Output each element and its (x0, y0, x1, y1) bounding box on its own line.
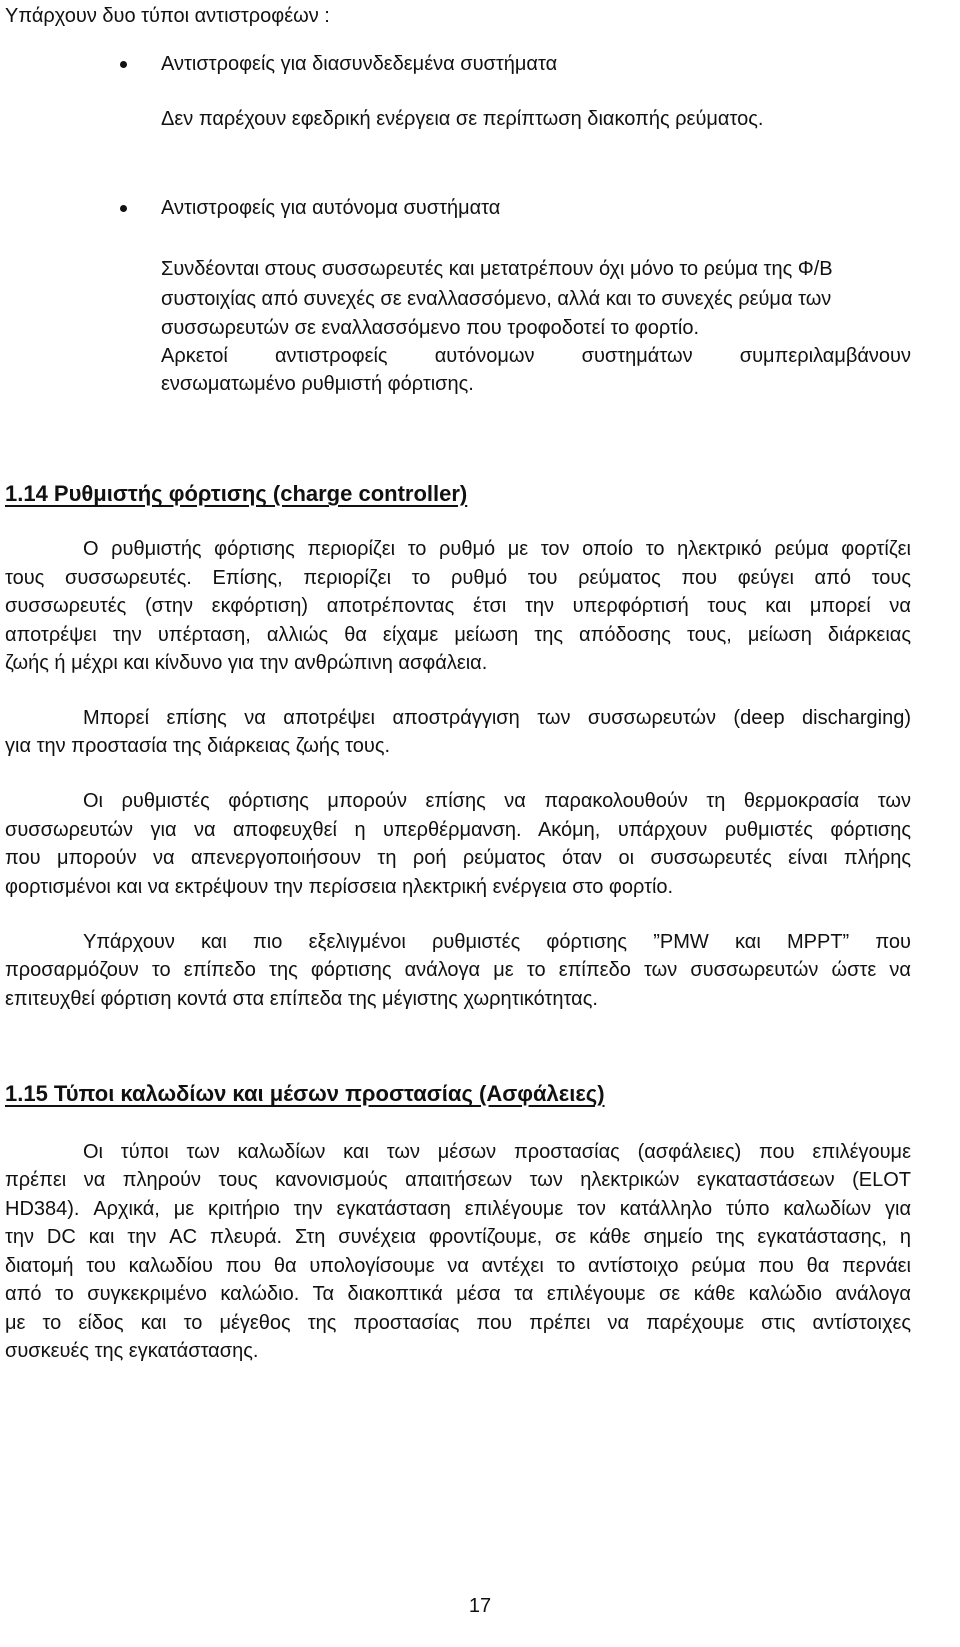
paragraph-line: για την προστασία της διάρκειας ζωής τους. (5, 735, 391, 757)
bullet-icon (120, 61, 127, 68)
paragraph-line: HD384). Αρχικά, με κριτήριο την εγκατάσταση επιλέγουμε τον κατάλληλο τύπο καλωδίων για (5, 1198, 911, 1220)
inverter-type-title: Αντιστροφείς για διασυνδεδεμένα συστήματα (161, 53, 558, 75)
paragraph-line: ζωής ή μέχρι και κίνδυνο για την ανθρώπινη ασφάλεια. (5, 652, 488, 674)
paragraph-line: Οι ρυθμιστές φόρτισης μπορούν επίσης να παρακολουθούν τη θερμοκρασία των (83, 790, 911, 812)
paragraph-line: επιτευχθεί φόρτιση κοντά στα επίπεδα της μέγιστης χωρητικότητας. (5, 988, 598, 1010)
inverter-type-description-line: Δεν παρέχουν εφεδρική ενέργεια σε περίπτωση διακοπής ρεύματος. (161, 108, 764, 130)
inverter-type-description-line: συσσωρευτών σε εναλλασσόμενο που τροφοδοτεί το φορτίο. (161, 317, 700, 339)
paragraph-line: Μπορεί επίσης να αποτρέψει αποστράγγιση των συσσωρευτών (deep discharging) (83, 707, 911, 729)
paragraph-line: Υπάρχουν και πιο εξελιγμένοι ρυθμιστές φόρτισης ”PMW και MPPT” που (83, 931, 911, 953)
paragraph-line: συσσωρευτών για να αποφευχθεί η υπερθέρμανση. Ακόμη, υπάρχουν ρυθμιστές φόρτισης (5, 819, 911, 841)
inverter-type-description-line: Αρκετοί αντιστροφείς αυτόνομων συστημάτων συμπεριλαμβάνουν (161, 345, 911, 367)
paragraph-line: Οι τύποι των καλωδίων και των μέσων προστασίας (ασφάλειες) που επιλέγουμε (83, 1141, 911, 1163)
paragraph-line: προσαρμόζουν το επίπεδο της φόρτισης ανάλογα με το επίπεδο των συσσωρευτών ώστε να (5, 959, 911, 981)
section-heading: 1.15 Τύποι καλωδίων και μέσων προστασίας (Ασφάλειες) (5, 1081, 605, 1106)
paragraph-line: τους συσσωρευτές. Επίσης, περιορίζει το ρυθμό του ρεύματος που φεύγει από τους (5, 567, 911, 589)
page-number: 17 (468, 1595, 492, 1617)
paragraph-line: με το είδος και το μέγεθος της προστασίας που πρέπει να παρέχουμε στις αντίστοιχες (5, 1312, 911, 1334)
paragraph-line: πρέπει να πληρούν τους κανονισμούς απαιτήσεων των ηλεκτρικών εγκαταστάσεων (ELOT (5, 1169, 911, 1191)
paragraph-line: συσκευές της εγκατάστασης. (5, 1340, 259, 1362)
intro-heading: Υπάρχουν δυο τύποι αντιστροφέων : (5, 5, 330, 27)
paragraph-line: από το συγκεκριμένο καλώδιο. Τα διακοπτικά μέσα τα επιλέγουμε σε κάθε καλώδιο ανάλογα (5, 1283, 911, 1305)
paragraph-line: την DC και την AC πλευρά. Στη συνέχεια φροντίζουμε, σε κάθε σημείο της εγκατάστασης, η (5, 1226, 911, 1248)
inverter-type-description-line: Συνδέονται στους συσσωρευτές και μετατρέπουν όχι μόνο το ρεύμα της Φ/Β (161, 258, 833, 280)
section-heading: 1.14 Ρυθμιστής φόρτισης (charge controller) (5, 481, 468, 506)
paragraph-line: Ο ρυθμιστής φόρτισης περιορίζει το ρυθμό με τον οποίο το ηλεκτρικό ρεύμα φορτίζει (83, 538, 911, 560)
paragraph-line: φορτισμένοι και να εκτρέψουν την περίσσεια ηλεκτρική ενέργεια στο φορτίο. (5, 876, 674, 898)
bullet-icon (120, 205, 127, 212)
paragraph-line: συσσωρευτές (στην εκφόρτιση) αποτρέποντας έτσι την υπερφόρτισή τους και μπορεί να (5, 595, 911, 617)
paragraph-line: αποτρέψει την υπέρταση, αλλιώς θα είχαμε μείωση της απόδοσης τους, μείωση διάρκειας (5, 624, 911, 646)
inverter-type-description-line: ενσωματωμένο ρυθμιστή φόρτισης. (161, 373, 474, 395)
paragraph-line: διατομή του καλωδίου που θα υπολογίσουμε να αντέχει το αντίστοιχο ρεύμα που θα περνάει (5, 1255, 911, 1277)
inverter-type-description-line: συστοιχίας από συνεχές σε εναλλασσόμενο, αλλά και το συνεχές ρεύμα των (161, 288, 832, 310)
paragraph-line: που μπορούν να απενεργοποιήσουν τη ροή ρεύματος όταν οι συσσωρευτές είναι πλήρης (5, 847, 911, 869)
inverter-type-title: Αντιστροφείς για αυτόνομα συστήματα (161, 197, 501, 219)
